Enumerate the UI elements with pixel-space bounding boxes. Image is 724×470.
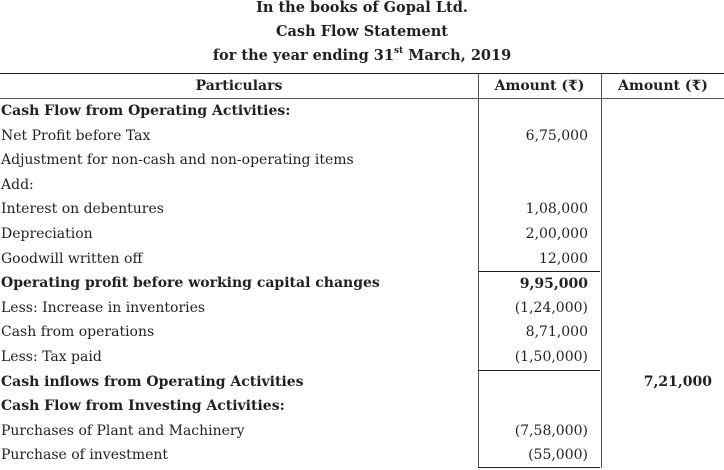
table-header-row <box>0 74 724 99</box>
row-particulars: Add: <box>1 176 34 193</box>
row-amount-2 <box>601 320 724 345</box>
table-row <box>0 222 724 247</box>
row-particulars: Cash Flow from Operating Activities: <box>1 103 291 119</box>
row-amount-2 <box>601 247 724 272</box>
row-particulars: Purchase of investment <box>1 447 169 464</box>
row-particulars: Adjustment for non-cash and non-operating items <box>1 152 354 169</box>
row-particulars: Depreciation <box>1 225 93 242</box>
row-amount-2: 7,21,000 <box>601 370 724 395</box>
row-amount-2 <box>601 271 724 296</box>
period-sup: st <box>393 46 404 56</box>
row-amount-1: 6,75,000 <box>478 124 600 149</box>
row-amount-2 <box>601 222 724 247</box>
row-amount-2 <box>601 124 724 149</box>
table-row <box>0 247 724 272</box>
row-amount-2 <box>601 345 724 370</box>
statement-title: Cash Flow Statement <box>276 23 448 40</box>
table-row <box>0 419 724 444</box>
row-particulars: Goodwill written off <box>1 250 143 267</box>
row-amount-2 <box>601 197 724 222</box>
row-amount-1: 9,95,000 <box>478 271 600 296</box>
row-amount-1: 8,71,000 <box>478 320 600 345</box>
row-amount-1: (1,24,000) <box>478 296 600 321</box>
row-amount-2 <box>601 296 724 321</box>
row-amount-1 <box>478 173 600 198</box>
row-amount-1: 1,08,000 <box>478 197 600 222</box>
table-row <box>0 443 724 468</box>
row-amount-1 <box>478 148 600 173</box>
row-amount-2 <box>601 394 724 419</box>
row-particulars: Less: Increase in inventories <box>1 299 206 316</box>
row-particulars: Cash inflows from Operating Activities <box>1 373 304 390</box>
cash-flow-table <box>0 73 724 468</box>
row-particulars: Cash from operations <box>1 324 155 341</box>
table-row <box>0 99 724 124</box>
header-amount-2: Amount (₹) <box>601 74 724 98</box>
table-row <box>0 197 724 222</box>
table-row <box>0 271 724 296</box>
row-amount-1: (1,50,000) <box>478 345 600 370</box>
period-title <box>0 44 724 68</box>
row-particulars: Net Profit before Tax <box>1 127 151 144</box>
row-amount-2 <box>601 148 724 173</box>
header-amount-1: Amount (₹) <box>478 74 600 98</box>
table-row <box>0 394 724 419</box>
row-amount-2 <box>601 99 724 124</box>
row-particulars: Operating profit before working capital changes <box>1 275 380 292</box>
table-row <box>0 173 724 198</box>
table-body <box>0 99 724 468</box>
row-amount-1: (55,000) <box>478 443 600 468</box>
row-amount-2 <box>601 419 724 444</box>
row-amount-1: 2,00,000 <box>478 222 600 247</box>
row-amount-1: 12,000 <box>478 247 600 272</box>
row-amount-1 <box>478 394 600 419</box>
statement-header <box>0 0 724 68</box>
table-row <box>0 124 724 149</box>
company-title: In the books of Gopal Ltd. <box>256 0 468 16</box>
row-particulars: Interest on debentures <box>1 201 164 218</box>
row-amount-2 <box>601 173 724 198</box>
period-prefix: for the year ending 31 <box>212 47 394 64</box>
table-row <box>0 148 724 173</box>
row-amount-2 <box>601 443 724 468</box>
table-row <box>0 320 724 345</box>
table-row <box>0 370 724 395</box>
row-particulars: Less: Tax paid <box>1 348 102 365</box>
row-amount-1 <box>478 99 600 124</box>
table-row <box>0 296 724 321</box>
period-suffix: March, 2019 <box>403 47 512 64</box>
row-amount-1 <box>478 370 600 395</box>
row-particulars: Cash Flow from Investing Activities: <box>1 398 285 415</box>
table-row <box>0 345 724 370</box>
header-particulars: Particulars <box>195 78 283 94</box>
row-amount-1: (7,58,000) <box>478 419 600 444</box>
row-particulars: Purchases of Plant and Machinery <box>1 422 245 439</box>
